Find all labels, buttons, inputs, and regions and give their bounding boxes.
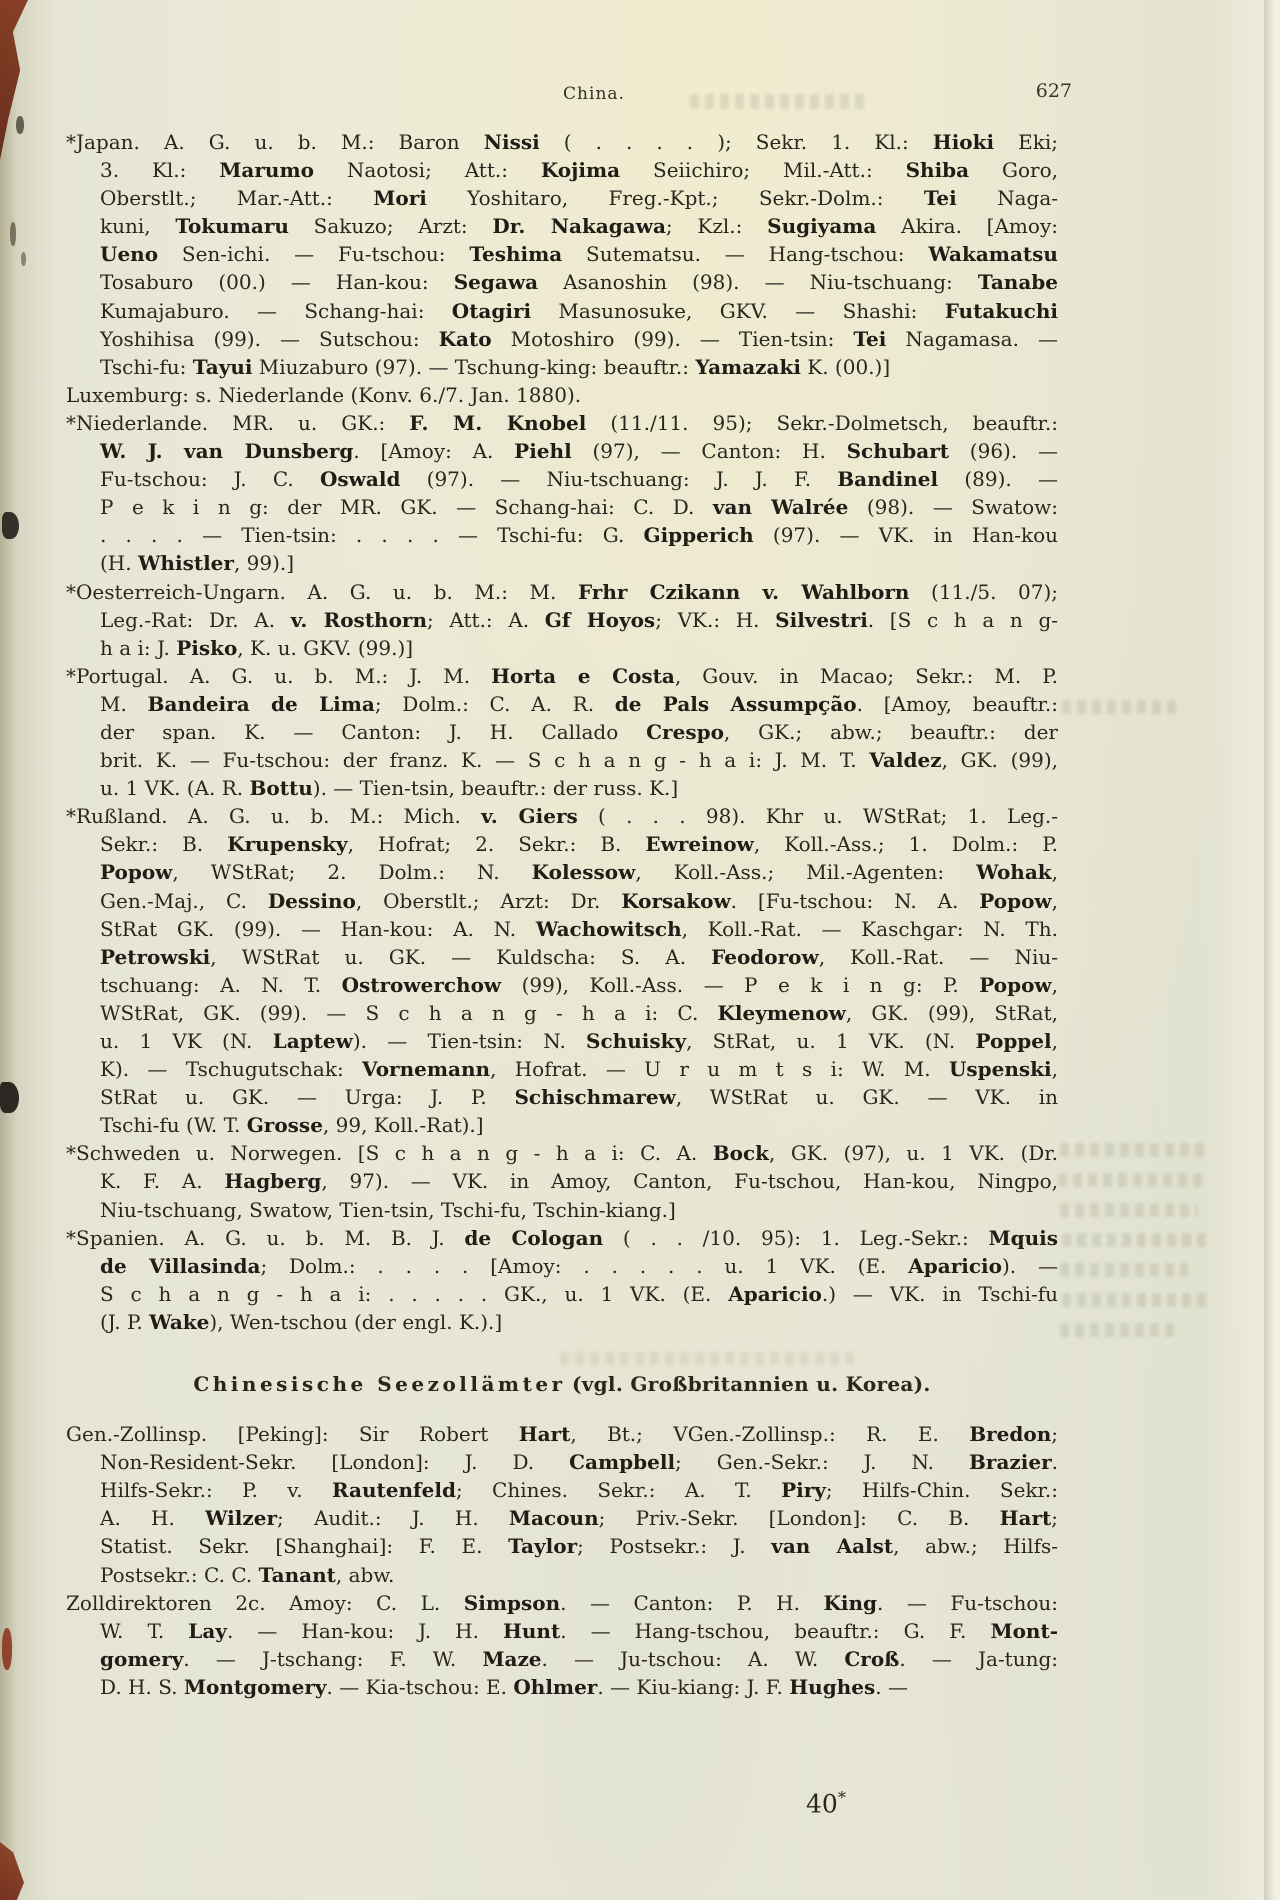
text-line: Gen.-Zollinsp. [Peking]: Sir Robert Hart, Bt.; VGen.-Zollinsp.: R. E. Bredon; [66, 1422, 1058, 1447]
text-line: StRat GK. (99). — Han-kou: A. N. Wachowitsch, Koll.-Rat. — Kaschgar: N. Th. [100, 916, 1058, 941]
text-line: kuni, Tokumaru Sakuzo; Arzt: Dr. Nakagawa; Kzl.: Sugiyama Akira. [Amoy: [100, 214, 1058, 239]
show-through-mark [1060, 1203, 1198, 1217]
text-line: P e k i n g: der MR. GK. — Schang-hai: C. D. van Walrée (98). — Swatow: [100, 495, 1058, 520]
binding-corner-top-left [0, 0, 28, 160]
entry-japan [66, 128, 1058, 381]
text-line: Statist. Sekr. [Shanghai]: F. E. Taylor; Postsekr.: J. van Aalst, abw.; Hilfs- [100, 1534, 1058, 1559]
text-line: 3. Kl.: Marumo Naotosi; Att.: Kojima Seiichiro; Mil.-Att.: Shiba Goro, [100, 158, 1058, 183]
text-line: *Rußland. A. G. u. b. M.: Mich. v. Giers ( . . . 98). Khr u. WStRat; 1. Leg.- [66, 804, 1059, 829]
signature-star: * [837, 1788, 846, 1807]
page-number: 627 [1035, 80, 1072, 102]
text-line: A. H. Wilzer; Audit.: J. H. Macoun; Priv.-Sekr. [London]: C. B. Hart; [100, 1506, 1058, 1531]
sheet-signature-mark [806, 1788, 846, 1818]
entry-russland [66, 802, 1058, 1139]
text-line: StRat u. GK. — Urga: J. P. Schischmarew, WStRat u. GK. — VK. in [100, 1085, 1058, 1110]
text-line: Tschi-fu: Tayui Miuzaburo (97). — Tschung-king: beauftr.: Yamazaki K. (00.)] [100, 354, 891, 379]
text-line: tschuang: A. N. T. Ostrowerchow (99), Koll.-Ass. — P e k i n g: P. Popow, [100, 972, 1058, 997]
text-line: u. 1 VK. (A. R. Bottu). — Tien-tsin, beauftr.: der russ. K.] [100, 776, 679, 801]
text-line: W. T. Lay. — Han-kou: J. H. Hunt. — Hang-tschou, beauftr.: G. F. Mont- [100, 1618, 1058, 1643]
show-through-mark [1060, 1263, 1188, 1277]
text-line: Niu-tschuang, Swatow, Tien-tsin, Tschi-fu, Tschin-kiang.] [100, 1197, 676, 1222]
text-line: D. H. S. Montgomery. — Kia-tschou: E. Ohlmer. — Kiu-kiang: J. F. Hughes. — [100, 1674, 908, 1699]
text-line: S c h a n g - h a i: . . . . . GK., u. 1 VK. (E. Aparicio.) — VK. in Tschi-fu [100, 1281, 1058, 1306]
text-line: Zolldirektoren 2c. Amoy: C. L. Simpson. — Canton: P. H. King. — Fu-tschou: [66, 1590, 1058, 1615]
text-line: Kumajaburo. — Schang-hai: Otagiri Masunosuke, GKV. — Shashi: Futakuchi [100, 298, 1058, 323]
red-streak [2, 1628, 12, 1670]
text-line: Oberstlt.; Mar.-Att.: Mori Yoshitaro, Freg.-Kpt.; Sekr.-Dolm.: Tei Naga- [100, 186, 1058, 211]
entry-portugal [66, 662, 1058, 802]
page-edge [1264, 0, 1280, 1900]
text-line: Hilfs-Sekr.: P. v. Rautenfeld; Chines. Sekr.: A. T. Piry; Hilfs-Chin. Sekr.: [100, 1478, 1058, 1503]
text-line: brit. K. — Fu-tschou: der franz. K. — S c h a n g - h a i: J. M. T. Valdez, GK. (99), [100, 748, 1058, 773]
text-line: *Spanien. A. G. u. b. M. B. J. de Cologan ( . . /10. 95): 1. Leg.-Sekr.: Mquis [66, 1225, 1059, 1250]
text-line: *Oesterreich-Ungarn. A. G. u. b. M.: M. Frhr Czikann v. Wahlborn (11./5. 07); [66, 579, 1058, 604]
binding-corner-bottom-left [0, 1842, 24, 1900]
ink-blot [0, 1082, 19, 1113]
entry-niederlande [66, 409, 1058, 578]
text-line: K. F. A. Hagberg, 97). — VK. in Amoy, Canton, Fu-tschou, Han-kou, Ningpo, [100, 1169, 1058, 1194]
text-line: W. J. van Dunsberg. [Amoy: A. Piehl (97), — Canton: H. Schubart (96). — [100, 439, 1058, 464]
entry-zolldirektoren [66, 1589, 1058, 1701]
text-line: WStRat, GK. (99). — S c h a n g - h a i: C. Kleymenow, GK. (99), StRat, [100, 1000, 1058, 1025]
page-title: China. [563, 84, 625, 104]
show-through-mark [1062, 700, 1182, 714]
text-line: *Japan. A. G. u. b. M.: Baron Nissi ( . . . . ); Sekr. 1. Kl.: Hioki Eki; [66, 130, 1058, 154]
text-line: Fu-tschou: J. C. Oswald (97). — Niu-tschuang: J. J. F. Bandinel (89). — [100, 467, 1058, 492]
text-line: de Villasinda; Dolm.: . . . . [Amoy: . . . . . u. 1 VK. (E. Aparicio). — [100, 1253, 1058, 1278]
text-line: (J. P. Wake), Wen-tschou (der engl. K.).] [100, 1309, 503, 1334]
customs-heading-main: Chinesische Seezollämter [193, 1372, 566, 1397]
text-column [66, 80, 1072, 1701]
text-line: Ueno Sen-ichi. — Fu-tschou: Teshima Sutematsu. — Hang-tschou: Wakamatsu [100, 242, 1058, 267]
text-line: Non-Resident-Sekr. [London]: J. D. Campbell; Gen.-Sekr.: J. N. Brazier. [100, 1450, 1058, 1475]
text-line: Postsekr.: C. C. Tanant, abw. [100, 1562, 395, 1587]
customs-directory [66, 1420, 1058, 1701]
text-line: Luxemburg: s. Niederlande (Konv. 6./7. Jan. 1880). [66, 382, 582, 407]
entry-zollinspektorat [66, 1420, 1058, 1589]
text-line: M. Bandeira de Lima; Dolm.: C. A. R. de Pals Assumpção. [Amoy, beauftr.: [100, 691, 1058, 716]
text-line: h a i: J. Pisko, K. u. GKV. (99.)] [100, 635, 414, 660]
show-through-mark [1062, 1293, 1212, 1307]
text-line: Leg.-Rat: Dr. A. v. Rosthorn; Att.: A. Gf Hoyos; VK.: H. Silvestri. [S c h a n g- [100, 607, 1059, 632]
text-line: Gen.-Maj., C. Dessino, Oberstlt.; Arzt: Dr. Korsakow. [Fu-tschou: N. A. Popow, [100, 888, 1058, 913]
text-line: Popow, WStRat; 2. Dolm.: N. Kolessow, Koll.-Ass.; Mil.-Agenten: Wohak, [100, 860, 1058, 885]
entry-spanien [66, 1224, 1058, 1336]
entry-luxemburg [66, 381, 1058, 409]
text-line: . . . . — Tien-tsin: . . . . — Tschi-fu: G. Gipperich (97). — VK. in Han-kou [100, 523, 1059, 548]
text-line: Yoshihisa (99). — Sutschou: Kato Motoshiro (99). — Tien-tsin: Tei Nagamasa. — [100, 326, 1058, 351]
text-line: u. 1 VK (N. Laptew). — Tien-tsin: N. Schuisky, StRat, u. 1 VK. (N. Poppel, [100, 1029, 1058, 1053]
text-line: Tschi-fu (W. T. Grosse, 99, Koll.-Rat).] [100, 1113, 484, 1138]
show-through-mark [1060, 1143, 1210, 1157]
text-line: Tosaburo (00.) — Han-kou: Segawa Asanoshin (98). — Niu-tschuang: Tanabe [100, 270, 1058, 295]
text-line: gomery. — J-tschang: F. W. Maze. — Ju-tschou: A. W. Croß. — Ja-tung: [100, 1646, 1058, 1671]
text-line: K). — Tschugutschak: Vornemann, Hofrat. — U r u m t s i: W. M. Uspenski, [100, 1057, 1058, 1082]
diplomatic-directory [66, 128, 1058, 1336]
text-line: Sekr.: B. Krupensky, Hofrat; 2. Sekr.: B. Ewreinow, Koll.-Ass.; 1. Dolm.: P. [100, 832, 1058, 857]
ink-mark [21, 252, 26, 266]
text-line: (H. Whistler, 99).] [100, 551, 295, 576]
customs-section-heading [66, 1372, 1058, 1396]
customs-heading-note: (vgl. Großbritannien u. Korea). [571, 1372, 931, 1397]
running-header [66, 80, 1072, 128]
show-through-mark [1058, 1173, 1206, 1187]
text-line: *Schweden u. Norwegen. [S c h a n g - h a i: C. A. Bock, GK. (97), u. 1 VK. (Dr. [66, 1141, 1059, 1166]
signature-number: 40 [806, 1789, 838, 1819]
ink-mark [16, 116, 24, 134]
entry-schweden_norwegen [66, 1139, 1058, 1223]
text-line: der span. K. — Canton: J. H. Callado Crespo, GK.; abw.; beauftr.: der [100, 719, 1058, 744]
text-line: Petrowski, WStRat u. GK. — Kuldscha: S. A. Feodorow, Koll.-Rat. — Niu- [100, 944, 1058, 969]
entry-oesterreich_ungarn [66, 578, 1058, 662]
text-line: *Portugal. A. G. u. b. M.: J. M. Horta e Costa, Gouv. in Macao; Sekr.: M. P. [66, 663, 1059, 688]
ink-mark [10, 222, 16, 246]
ink-blot [2, 512, 19, 539]
show-through-mark [1062, 1233, 1212, 1247]
show-through-mark [1060, 1323, 1178, 1337]
text-line: *Niederlande. MR. u. GK.: F. M. Knobel (11./11. 95); Sekr.-Dolmetsch, beauftr.: [66, 410, 1058, 435]
